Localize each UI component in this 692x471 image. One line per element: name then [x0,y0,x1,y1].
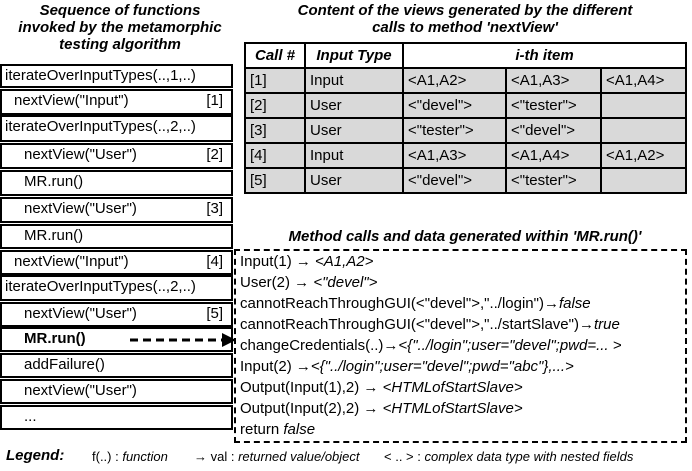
legend-complex-desc: complex data type with nested fields [424,449,634,464]
right-header-line2: calls to method 'nextView' [372,19,558,36]
cell-type: Input [305,68,403,93]
cell-call: [3] [245,118,305,143]
cell-item [601,93,686,118]
table-row [245,118,686,143]
cell-call: [4] [245,143,305,168]
mr-line: return false [240,421,316,438]
seq-step-9 [0,275,233,301]
seq-step-10 [0,302,233,327]
cell-type: Input [305,143,403,168]
mr-line: Output(Input(2),2) → <HTMLofStartSlave> [240,400,523,417]
cell-type: User [305,168,403,193]
cell-call: [2] [245,93,305,118]
cell-item: <"devel"> [403,168,506,193]
seq-call-num: [5] [206,305,223,322]
seq-label: MR.run() [24,173,84,190]
cell-type: User [305,118,403,143]
seq-step-7 [0,224,233,249]
header-ith-item: i-th item [403,43,686,68]
legend-function-symbol: f(..) : [92,449,119,464]
seq-label: MR.run() [24,227,84,244]
seq-step-12 [0,353,233,378]
seq-step-13 [0,379,233,404]
left-header-line2: invoked by the metamorphic [18,19,222,36]
mr-line: Input(1) → <A1,A2> [240,253,374,270]
seq-step-14 [0,405,233,430]
seq-label: nextView("User") [24,382,137,399]
left-header [0,2,240,53]
seq-label: nextView("Input") [14,92,129,109]
mr-line: changeCredentials(..)→<{"../login";user="devel";pwd=... > [240,337,622,354]
seq-call-num: [1] [206,92,223,109]
seq-label: ... [24,408,37,425]
seq-call-num: [4] [206,253,223,270]
cell-call: [5] [245,168,305,193]
cell-item: <"devel"> [403,93,506,118]
table-row [245,93,686,118]
seq-label-highlight: MR.run() [24,330,86,347]
table-row [245,68,686,93]
seq-step-8 [0,250,233,275]
seq-call-num: [3] [206,200,223,217]
seq-step-3 [0,115,233,142]
cell-item: <A1,A2> [601,143,686,168]
seq-label: nextView("User") [24,200,137,217]
legend-complex [384,449,633,464]
legend-title: Legend: [6,447,65,464]
seq-step-2 [0,89,233,115]
cell-item: <"tester"> [506,168,601,193]
seq-label: nextView("Input") [14,253,129,270]
cell-item: <A1,A3> [506,68,601,93]
cell-item [601,168,686,193]
cell-item: <"devel"> [506,118,601,143]
right-header-line1: Content of the views generated by the different [297,2,633,19]
seq-step-1 [0,64,233,88]
mr-line: cannotReachThroughGUI(<"devel">,"../login")→false [240,295,591,312]
legend-function-desc: function [122,449,168,464]
table-row [245,143,686,168]
seq-label: iterateOverInputTypes(..,2,..) [5,278,196,295]
seq-call-num: [2] [206,146,223,163]
mr-header: Method calls and data generated within 'MR.run()' [288,228,642,245]
seq-label: iterateOverInputTypes(..,2,..) [5,118,196,135]
cell-type: User [305,93,403,118]
seq-label: iterateOverInputTypes(..,1,..) [5,67,196,84]
cell-item: <A1,A4> [506,143,601,168]
right-header [238,2,692,36]
mr-line: Output(Input(1),2) → <HTMLofStartSlave> [240,379,523,396]
cell-item: <"tester"> [506,93,601,118]
mr-details-box [234,249,687,443]
table-row [245,168,686,193]
header-call-num: Call # [245,43,305,68]
cell-item: <A1,A2> [403,68,506,93]
mr-line: Input(2) →<{"../login";user="devel";pwd="abc"},...> [240,358,574,375]
cell-item: <A1,A3> [403,143,506,168]
cell-call: [1] [245,68,305,93]
legend-function [92,449,168,464]
seq-label: addFailure() [24,356,105,373]
seq-step-5 [0,170,233,196]
legend-returned-desc: returned value/object [238,449,360,464]
legend-returned [194,449,360,464]
table-header-row [245,43,686,68]
mr-line: User(2) → <"devel"> [240,274,378,291]
mr-line: cannotReachThroughGUI(<"devel">,"../startSlave")→true [240,316,620,333]
cell-item: <A1,A4> [601,68,686,93]
left-header-line1: Sequence of functions [39,2,201,19]
seq-label: nextView("User") [24,146,137,163]
legend-returned-symbol: → val : [194,449,235,464]
cell-item: <"tester"> [403,118,506,143]
legend-complex-symbol: < .. > : [384,449,421,464]
arrow-to-mr-details [128,330,238,350]
seq-step-6 [0,197,233,223]
cell-item [601,118,686,143]
seq-step-4 [0,143,233,169]
views-table [244,42,687,194]
left-header-line3: testing algorithm [59,36,181,53]
seq-label: nextView("User") [24,305,137,322]
header-input-type: Input Type [305,43,403,68]
